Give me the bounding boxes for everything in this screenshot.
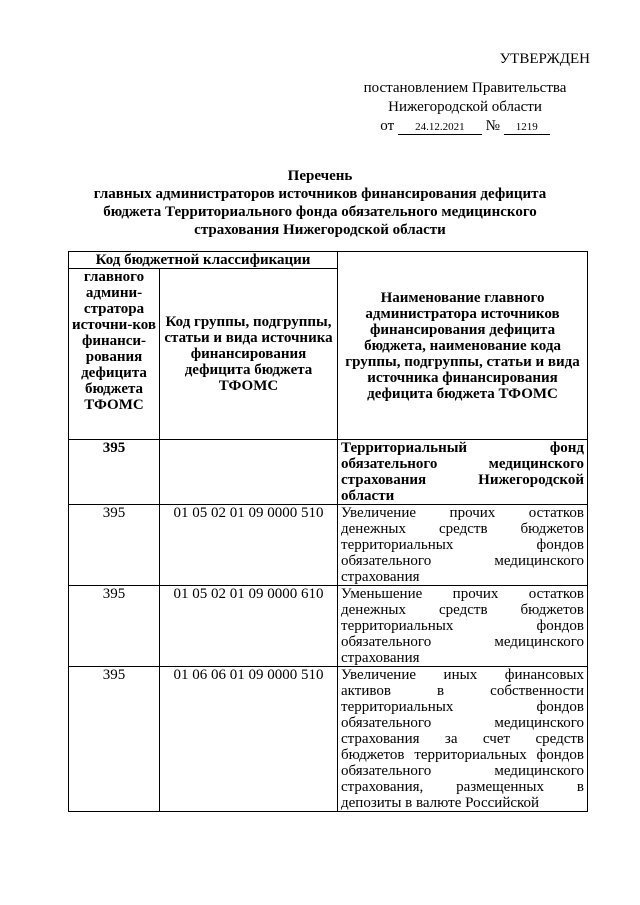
row-name: Увеличение иных финансовых активов в собственности территориальных фондов обязательного медицинского страхования за счет средств бюджетов территориальных фондов обязательного медицинского страхования, размещенных в депозиты в валюте Российской <box>338 667 588 812</box>
approval-line-1: постановлением Правительства <box>363 80 567 96</box>
table-row <box>69 586 588 667</box>
heading-line-1: Перечень <box>287 168 353 184</box>
heading-line-4: страхования Нижегородской области <box>194 222 446 238</box>
approval-block <box>340 50 590 136</box>
approval-title: УТВЕРЖДЕН <box>499 51 590 67</box>
row-name: Территориальный фонд обязательного медицинского страхования Нижегородской области <box>338 440 588 505</box>
header-group-cell: Код бюджетной классификации <box>69 252 338 269</box>
table-row <box>69 440 588 505</box>
budget-classification-table <box>68 251 588 812</box>
approval-line-2: Нижегородской области <box>388 99 542 115</box>
table-header-row <box>69 252 588 269</box>
header-code-cell: Код группы, подгруппы, статьи и вида источника финансирования дефицита бюджета ТФОМС <box>160 269 338 440</box>
approval-date-line <box>340 117 590 136</box>
approval-number: 1219 <box>504 121 550 135</box>
table-row <box>69 667 588 812</box>
row-source-code: 01 05 02 01 09 0000 510 <box>160 505 338 586</box>
row-admin-code: 395 <box>69 667 160 812</box>
heading-line-2: главных администраторов источников финансирования дефицита <box>93 186 547 202</box>
row-admin-code: 395 <box>69 440 160 505</box>
approval-date: 24.12.2021 <box>398 121 482 135</box>
row-source-code <box>160 440 338 505</box>
row-name: Уменьшение прочих остатков денежных средств бюджетов территориальных фондов обязательного медицинского страхования <box>338 586 588 667</box>
row-admin-code: 395 <box>69 505 160 586</box>
document-heading <box>80 167 560 239</box>
row-source-code: 01 05 02 01 09 0000 610 <box>160 586 338 667</box>
row-source-code: 01 06 06 01 09 0000 510 <box>160 667 338 812</box>
row-admin-code: 395 <box>69 586 160 667</box>
row-name: Увеличение прочих остатков денежных средств бюджетов территориальных фондов обязательного медицинского страхования <box>338 505 588 586</box>
header-admin-cell: главного админи-стратора источни-ков финанси-рования дефицита бюджета ТФОМС <box>69 269 160 440</box>
date-prefix: от <box>380 118 395 134</box>
header-name-cell: Наименование главного администратора источников финансирования дефицита бюджета, наименование кода группы, подгруппы, статьи и вида источника финансирования дефицита бюджета ТФОМС <box>338 252 588 440</box>
heading-line-3: бюджета Территориального фонда обязательного медицинского <box>103 204 537 220</box>
table-row <box>69 505 588 586</box>
number-prefix: № <box>485 118 500 134</box>
